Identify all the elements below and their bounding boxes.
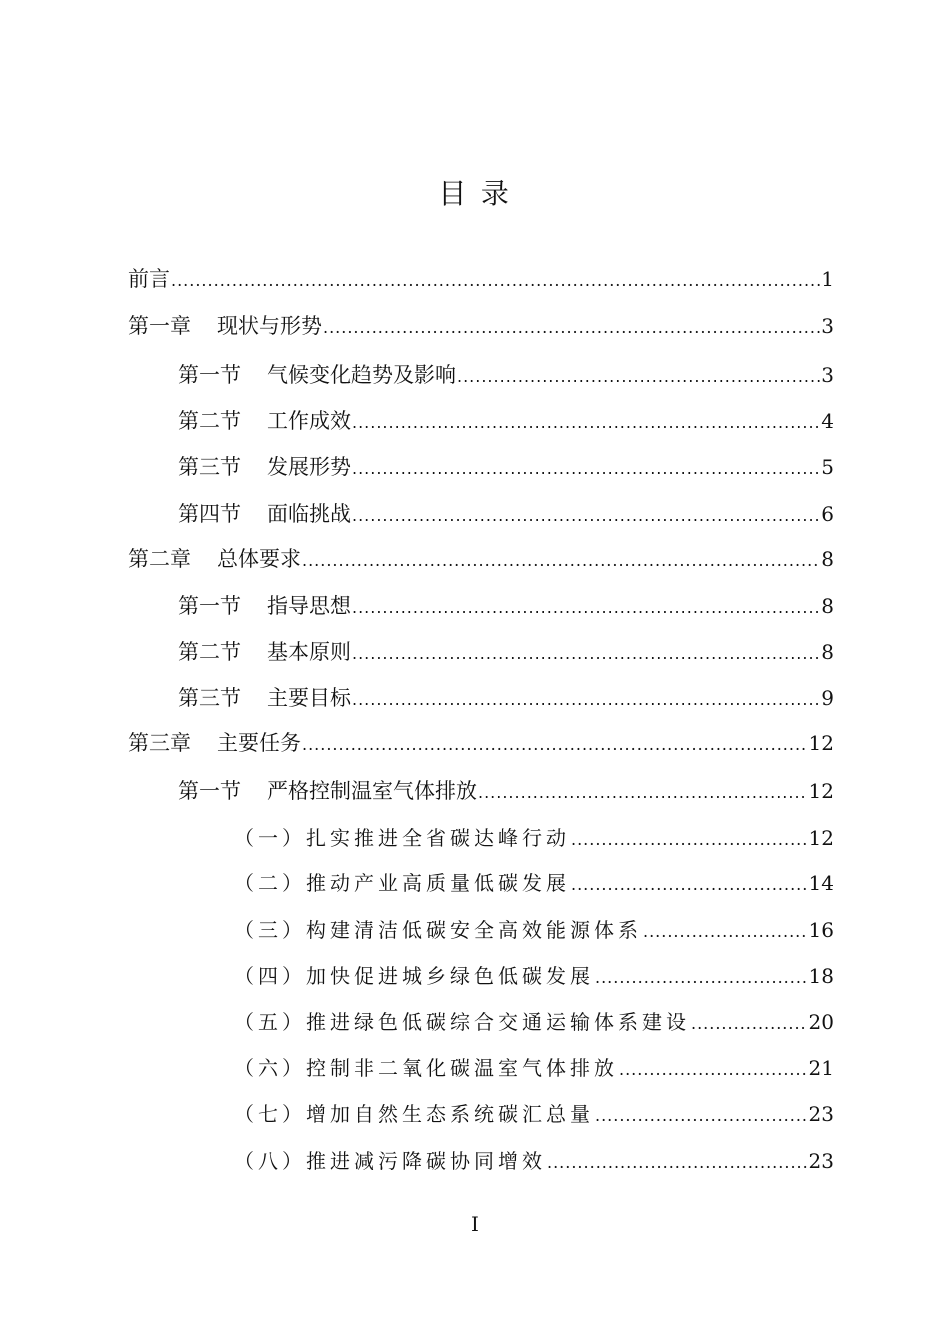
- toc-entry-subsection[interactable]: [234, 1051, 834, 1085]
- toc-entry-label: 前言: [128, 267, 170, 291]
- toc-entry-label: （三）构建清洁低碳安全高效能源体系: [234, 918, 642, 942]
- toc-entry-page: 12: [808, 779, 834, 803]
- dot-leader: [302, 542, 820, 576]
- toc-entry-label: 第三节: [178, 455, 241, 479]
- toc-entry-section[interactable]: [178, 635, 834, 669]
- dot-leader: [352, 589, 820, 623]
- toc-entry-subsection[interactable]: [234, 913, 834, 947]
- toc-entry-label: 第二节: [178, 409, 241, 433]
- toc-entry-page: 12: [808, 731, 834, 755]
- toc-entry-page: 16: [808, 918, 834, 942]
- toc-entry-section[interactable]: [178, 589, 834, 623]
- toc-entry-page: 20: [808, 1010, 834, 1034]
- toc-entry-section[interactable]: [178, 358, 834, 392]
- dot-leader: [352, 635, 820, 669]
- toc-entry-label: （七）增加自然生态系统碳汇总量: [234, 1102, 594, 1126]
- toc-entry-section[interactable]: [178, 497, 834, 531]
- toc-entry-page: 5: [821, 455, 834, 479]
- toc-entry-page: 18: [808, 964, 834, 988]
- toc-entry-page: 12: [808, 826, 834, 850]
- dot-leader: [323, 309, 820, 343]
- toc-entry-label: （五）推进绿色低碳综合交通运输体系建设: [234, 1010, 690, 1034]
- toc-entry-page: 9: [821, 686, 834, 710]
- dot-leader: [352, 450, 820, 484]
- dot-leader: [691, 1005, 808, 1039]
- toc-entry-title: 工作成效: [267, 409, 351, 433]
- toc-entry-subsection[interactable]: [234, 959, 834, 993]
- toc-entry-label: 第二章: [128, 547, 191, 571]
- toc-entry-title: 总体要求: [217, 547, 301, 571]
- toc-entry-chapter-2[interactable]: [128, 542, 834, 576]
- dot-leader: [643, 913, 808, 947]
- toc-entry-title: 主要目标: [267, 686, 351, 710]
- toc-entry-page: 8: [821, 594, 834, 618]
- toc-entry-label: 第一节: [178, 594, 241, 618]
- toc-entry-label: （六）控制非二氧化碳温室气体排放: [234, 1056, 618, 1080]
- toc-entry-subsection[interactable]: [234, 866, 834, 900]
- toc-entry-page: 3: [821, 363, 834, 387]
- toc-entry-section[interactable]: [178, 404, 834, 438]
- toc-entry-subsection[interactable]: [234, 1144, 834, 1178]
- dot-leader: [457, 358, 820, 392]
- toc-entry-page: 6: [821, 502, 834, 526]
- toc-entry-title: 气候变化趋势及影响: [267, 363, 456, 387]
- toc-entry-page: 14: [808, 871, 834, 895]
- dot-leader: [352, 681, 820, 715]
- toc-entry-label: （八）推进减污降碳协同增效: [234, 1149, 546, 1173]
- toc-entry-title: 主要任务: [217, 731, 301, 755]
- toc-entry-title: 指导思想: [267, 594, 351, 618]
- toc-entry-label: （二）推动产业高质量低碳发展: [234, 871, 570, 895]
- toc-entry-page: 8: [821, 640, 834, 664]
- toc-entry-label: 第二节: [178, 640, 241, 664]
- toc-entry-subsection[interactable]: [234, 1097, 834, 1131]
- toc-entry-label: 第一章: [128, 314, 191, 338]
- toc-entry-page: 8: [821, 547, 834, 571]
- dot-leader: [352, 404, 820, 438]
- toc-entry-label: 第三章: [128, 731, 191, 755]
- toc-entry-section[interactable]: [178, 450, 834, 484]
- dot-leader: [595, 1097, 808, 1131]
- dot-leader: [571, 866, 808, 900]
- toc-entry-page: 3: [821, 314, 834, 338]
- page-title: 目 录: [438, 177, 512, 210]
- toc-entry-subsection[interactable]: [234, 1005, 834, 1039]
- toc-entry-page: 23: [808, 1102, 834, 1126]
- dot-leader: [352, 497, 820, 531]
- dot-leader: [571, 821, 808, 855]
- toc-entry-label: （一）扎实推进全省碳达峰行动: [234, 826, 570, 850]
- toc-entry-chapter-3[interactable]: [128, 726, 834, 760]
- toc-entry-section[interactable]: [178, 681, 834, 715]
- toc-entry-page: 1: [821, 267, 834, 291]
- page-number: I: [471, 1212, 479, 1236]
- dot-leader: [619, 1051, 808, 1085]
- dot-leader: [302, 726, 808, 760]
- toc-entry-title: 发展形势: [267, 455, 351, 479]
- dot-leader: [595, 959, 808, 993]
- toc-entry-label: 第三节: [178, 686, 241, 710]
- toc-entry-label: 第一节: [178, 363, 241, 387]
- toc-entry-subsection[interactable]: [234, 821, 834, 855]
- toc-entry-title: 严格控制温室气体排放: [267, 779, 477, 803]
- toc-entry-label: 第一节: [178, 779, 241, 803]
- toc-entry-title: 现状与形势: [217, 314, 322, 338]
- toc-entry-preface[interactable]: [128, 262, 834, 296]
- toc-entry-label: （四）加快促进城乡绿色低碳发展: [234, 964, 594, 988]
- toc-entry-page: 21: [808, 1056, 834, 1080]
- dot-leader: [547, 1144, 808, 1178]
- dot-leader: [171, 262, 820, 296]
- toc-entry-section[interactable]: [178, 774, 834, 808]
- toc-entry-title: 面临挑战: [267, 502, 351, 526]
- dot-leader: [478, 774, 808, 808]
- toc-entry-page: 4: [821, 409, 834, 433]
- toc-entry-label: 第四节: [178, 502, 241, 526]
- toc-entry-chapter-1[interactable]: [128, 309, 834, 343]
- toc-entry-page: 23: [808, 1149, 834, 1173]
- toc-entry-title: 基本原则: [267, 640, 351, 664]
